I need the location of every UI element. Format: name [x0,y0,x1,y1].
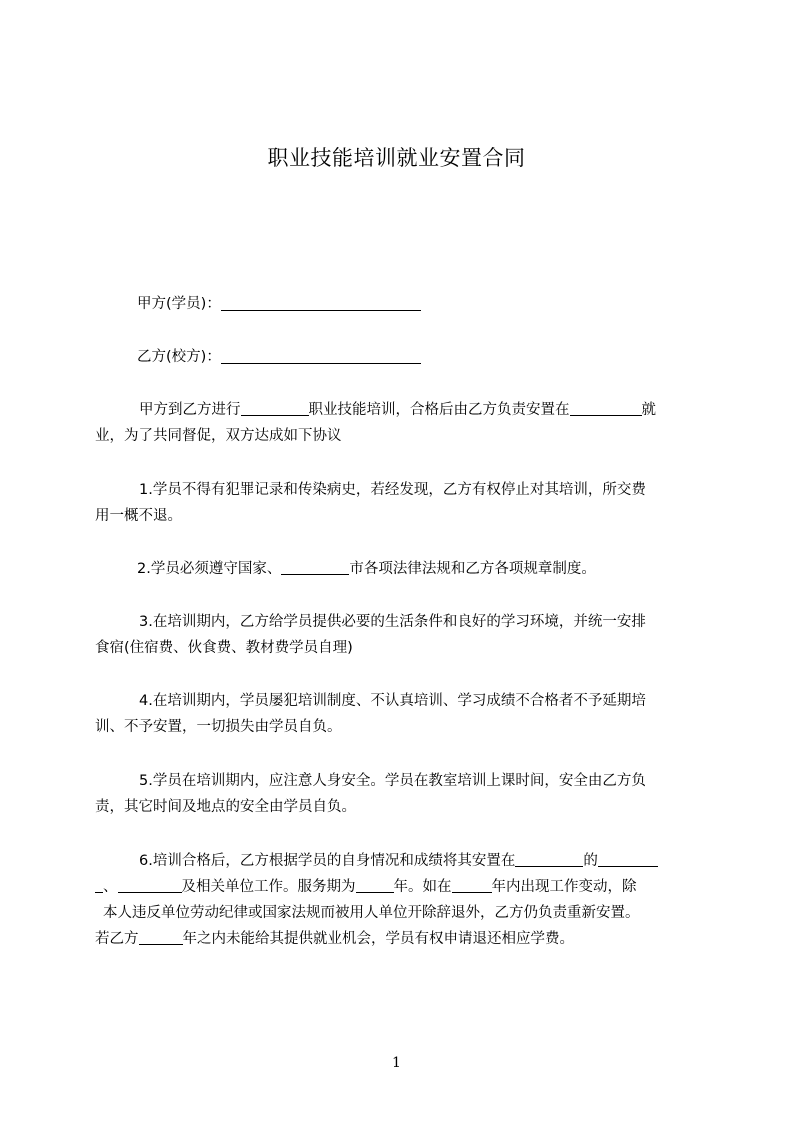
intro-text-3: 就 [641,402,656,418]
clause-2-text-2: 市各项法律法规和乙方各项规章制度。 [349,561,596,577]
clause-6-line-2 [95,874,703,900]
clause-6-text-3: 、 [103,879,118,895]
clause-6-text-8: 年之内未能给其提供就业机会，学员有权申请退还相应学费。 [182,931,574,947]
document-title: 职业技能培训就业安置合同 [267,146,526,170]
clause-5-line-1: 5.学员在培训期内，应注意人身安全。学员在教室培训上课时间，安全由乙方负 [139,773,646,789]
clause-6-line-3: 本人违反单位劳动纪律或国家法规而被用人单位开除辞退外，乙方仍负责重新安置。 [103,905,640,921]
clause-4 [95,688,703,740]
clause-6-text-6: 年内出现工作变动，除 [491,879,637,895]
clause-6-line-1 [95,848,703,874]
clause-3 [95,609,703,661]
clause-3-line-2: 食宿(住宿费、伙食费、教材费学员自理) [95,640,353,656]
clause-6-text-1: 6.培训合格后，乙方根据学员的自身情况和成绩将其安置在 [139,853,516,869]
city-blank [281,560,349,575]
party-a-blank [221,295,421,311]
intro-line-1 [95,397,703,423]
placement-location-blank [570,401,642,416]
clause-1 [95,477,703,529]
service-years-blank [356,878,394,893]
clause-2 [95,556,703,582]
intro-line-2: 业，为了共同督促，双方达成如下协议 [95,428,342,444]
clause-2-text-1: 2.学员必须遵守国家、 [137,561,282,577]
clause-6-text-7: 若乙方 [95,931,139,947]
clause-1-line-1: 1.学员不得有犯罪记录和传染病史，若经发现，乙方有权停止对其培训，所交费 [139,482,646,498]
placement-place-blank [515,852,583,867]
clause-5 [95,768,703,820]
clause-6-text-4: 及相关单位工作。服务期为 [181,879,356,895]
clause-4-line-1: 4.在培训期内，学员屡犯培训制度、不认真培训、学习成绩不合格者不予延期培 [139,693,646,709]
refund-years-blank [139,930,183,945]
clause-6-line-4 [95,926,703,952]
intro-paragraph [95,397,703,449]
intro-text-2: 职业技能培训，合格后由乙方负责安置在 [308,402,570,418]
party-b-line [137,345,421,366]
clause-3-line-1: 3.在培训期内，乙方给学员提供必要的生活条件和良好的学习环境，并统一安排 [139,614,646,630]
party-a-label: 甲方(学员)： [137,296,221,312]
clause-4-line-2: 训、不予安置，一切损失由学员自负。 [95,719,342,735]
party-b-label: 乙方(校方)： [137,349,221,365]
clause-6-text-5: 年。如在 [393,879,452,895]
clause-1-line-2: 用一概不退。 [95,508,182,524]
placement-unit-blank-a [598,852,658,867]
intro-text-1: 甲方到乙方进行 [139,402,241,418]
page-number: 1 [392,1055,401,1071]
change-years-blank [452,878,492,893]
clause-6-text-2: 的 [583,853,598,869]
party-b-blank [221,348,421,364]
clause-2-line-1 [95,556,703,582]
clause-6 [95,848,703,952]
placement-unit-blank-b [95,878,103,893]
clause-5-line-2: 责，其它时间及地点的安全由学员自负。 [95,799,356,815]
party-a-line [137,292,421,313]
placement-unit-blank-c [118,878,182,893]
training-type-blank [241,401,309,416]
